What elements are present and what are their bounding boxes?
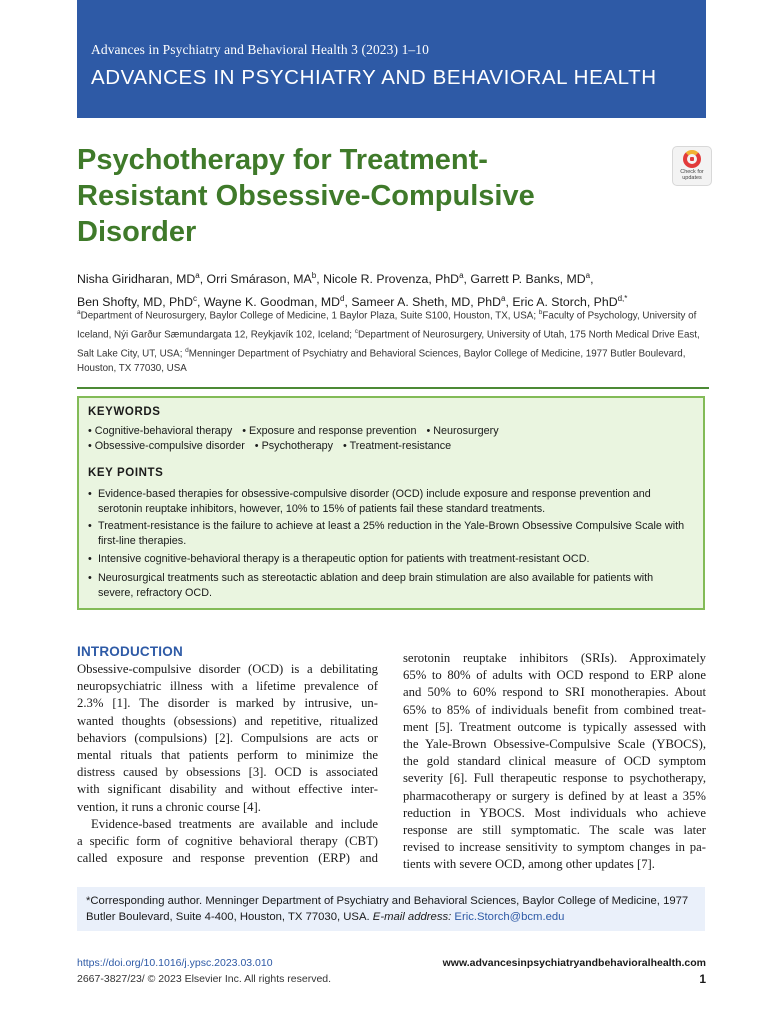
text-line: 65% to 80% of adults with OCD respond to ERP alone — [403, 668, 706, 683]
check-updates-icon — [683, 150, 701, 168]
text-line: wanted thoughts (obsessions) and repetitive, ritualized — [77, 713, 378, 728]
text-line: the Yale-Brown Obsessive-Compulsive Scale (YBOCS), — [403, 736, 706, 751]
journal-name: ADVANCES IN PSYCHIATRY AND BEHAVIORAL HEALTH — [91, 66, 657, 89]
author-line-1 — [77, 266, 709, 289]
keyword: • Treatment-resistance — [343, 440, 452, 452]
author-name: Eric A. Storch, PhD — [512, 295, 618, 310]
affiliation-mark: c — [354, 327, 358, 335]
key-point-item: • Neurosurgical treatments such as stereotactic ablation and deep brain stimulation are also available for patients with severe, refractory OCD. — [88, 571, 688, 600]
author-name: Garrett P. Banks, MD — [470, 272, 586, 287]
key-point-item: • Treatment-resistance is the failure to achieve at least a 25% reduction in the Yale-Brown Obsessive Compulsive Scale with first-line therapies. — [88, 519, 688, 548]
section-divider — [77, 387, 709, 389]
text-line: tients with severe OCD, among other updates [7]. — [403, 857, 655, 872]
author-separator: , — [505, 295, 513, 310]
keywords-keypoints-box — [77, 396, 705, 610]
author-name: Nicole R. Provenza, PhD — [323, 272, 460, 287]
text-line: behaviors (compulsions) [2]. Compulsions are acts or — [77, 730, 378, 745]
author-separator: , — [463, 272, 471, 287]
key-point-item: • Intensive cognitive-behavioral therapy is a therapeutic option for patients with treatment-resistant OCD. — [88, 552, 688, 567]
keyword: • Exposure and response prevention — [242, 425, 417, 437]
author-affiliation-mark: a — [459, 271, 464, 280]
text-line: ment [5]. Treatment outcome is typically assessed with — [403, 719, 706, 734]
journal-website-link[interactable]: www.advancesinpsychiatryandbehavioralhealth.com — [442, 957, 706, 969]
affiliation-mark: b — [538, 309, 543, 316]
author-email-link[interactable]: Eric.Storch@bcm.edu — [454, 911, 565, 923]
author-affiliation-mark: d,* — [617, 294, 628, 304]
footnote-line-2 — [86, 909, 564, 926]
key-points-heading: KEY POINTS — [88, 467, 164, 479]
affiliations — [77, 305, 709, 377]
affiliation-mark: d — [185, 346, 189, 354]
title-line: Resistant Obsessive-Compulsive — [77, 180, 535, 212]
keyword: • Psychotherapy — [254, 440, 333, 452]
page-number: 1 — [699, 972, 706, 986]
check-updates-label: Check for updates — [680, 169, 704, 181]
author-name: Ben Shofty, MD, PhD — [77, 295, 193, 310]
introduction-right-column — [403, 650, 706, 873]
introduction-heading: INTRODUCTION — [77, 644, 183, 659]
keywords-line-1 — [88, 425, 506, 437]
text-line: 65% to 85% of individuals benefit from combined treat- — [403, 702, 706, 717]
title-line: Psychotherapy for Treatment- — [77, 144, 488, 176]
footnote-line-1: *Corresponding author. Menninger Department of Psychiatry and Behavioral Sciences, Baylor College of Medicine, 1977 — [86, 895, 689, 907]
check-for-updates-button[interactable] — [672, 146, 712, 186]
doi-link[interactable]: https://doi.org/10.1016/j.ypsc.2023.03.010 — [77, 957, 273, 969]
text-line: called exposure and response prevention (ERP) and — [77, 851, 378, 866]
introduction-left-column — [77, 661, 378, 867]
author-affiliation-mark: a — [501, 294, 506, 304]
author-name: Wayne K. Goodman, MD — [203, 295, 341, 310]
keywords-heading: KEYWORDS — [88, 406, 161, 418]
email-label: E-mail address: — [372, 911, 452, 923]
affiliation-mark: a — [77, 309, 81, 316]
title-line: Disorder — [77, 216, 197, 248]
author-name: Nisha Giridharan, MD — [77, 272, 196, 287]
text-line: revised to increase sensitivity to symptom changes in pa- — [403, 840, 706, 855]
author-name: Orri Smárason, MA — [206, 272, 312, 287]
author-affiliation-mark: c — [192, 294, 197, 304]
text-line: serotonin reuptake inhibitors (SRIs). Approximately — [403, 651, 706, 665]
text-line: Obsessive-compulsive disorder (OCD) is a debilitating — [77, 662, 378, 676]
author-affiliation-mark: a — [585, 271, 591, 280]
text-line: reduction in YBOCS. Most individuals who achieve — [403, 805, 706, 820]
author-name: Sameer A. Sheth, MD, PhD — [351, 295, 502, 310]
text-line: and 50% to 60% respond to SRI monotherapies. About — [403, 685, 706, 700]
affiliation-text: Department of Neurosurgery, Baylor College of Medicine, 1 Baylor Plaza, Suite S100, Houston, TX, USA; — [80, 310, 539, 322]
text-line: Evidence-based treatments are available and include — [91, 816, 378, 831]
affiliation-text: Department of Neurosurgery, University of Utah, 175 North Medical Drive East, Salt Lake City, UT, USA; — [77, 329, 700, 359]
footnote-address: Butler Boulevard, Suite 4-400, Houston, TX 77030, USA. — [86, 911, 373, 923]
author-affiliation-mark: a — [195, 271, 200, 280]
key-point-item: • Evidence-based therapies for obsessive-compulsive disorder (OCD) include exposure and response prevention and serotonin reuptake inhibitors, however, 10% to 15% of patients fail these standard treatments. — [88, 487, 688, 516]
text-line: with significant disability and without effective inter- — [77, 782, 378, 797]
author-separator: , — [316, 272, 324, 287]
author-separator: , — [196, 295, 204, 310]
text-line: the gold standard clinical measure of OCD symptom — [403, 754, 706, 769]
text-line: 2.3% [1]. The disorder is marked by intrusive, un- — [77, 696, 378, 711]
text-line: pharmacotherapy or surgery is defined by at least a 35% — [403, 788, 706, 803]
citation-line: Advances in Psychiatry and Behavioral Health 3 (2023) 1–10 — [91, 42, 429, 57]
text-line: severity [6]. Full therapeutic response to psychotherapy, — [403, 771, 706, 786]
keywords-line-2 — [88, 440, 458, 452]
text-line: distress caused by obsessions [3]. OCD is associated — [77, 765, 378, 780]
keyword: • Obsessive-compulsive disorder — [88, 440, 245, 452]
text-line: a specific form of cognitive behavioral therapy (CBT) — [77, 833, 378, 848]
copyright-notice: 2667-3827/23/ © 2023 Elsevier Inc. All rights reserved. — [77, 973, 332, 985]
corresponding-author-footnote — [77, 887, 705, 931]
text-line: mental rituals that patients perform to minimize the — [77, 747, 378, 762]
author-affiliation-mark: b — [311, 271, 317, 280]
text-line: response are still symptomatic. The scale was later — [403, 822, 706, 837]
author-separator: , — [344, 295, 352, 310]
affiliation-text: Menninger Department of Psychiatry and Behavioral Sciences, Baylor College of Medicine, 1977 Butler Boulevard, Houston, TX 77030, USA — [77, 347, 686, 375]
article-title — [77, 142, 597, 250]
affiliation-text: Faculty of Psychology, University of Iceland, Nýi Garður Sæmundargata 12, Reykjavík 102, Iceland; — [77, 310, 697, 341]
author-separator: , — [590, 272, 594, 287]
text-line: vention, it runs a chronic course [4]. — [77, 799, 261, 814]
author-separator: , — [199, 272, 207, 287]
journal-banner — [77, 0, 706, 118]
keyword: • Cognitive-behavioral therapy — [88, 425, 233, 437]
text-line: neuropsychiatric illness with a lifetime prevalence of — [77, 679, 378, 694]
keyword: • Neurosurgery — [426, 425, 499, 437]
author-affiliation-mark: d — [340, 294, 345, 304]
